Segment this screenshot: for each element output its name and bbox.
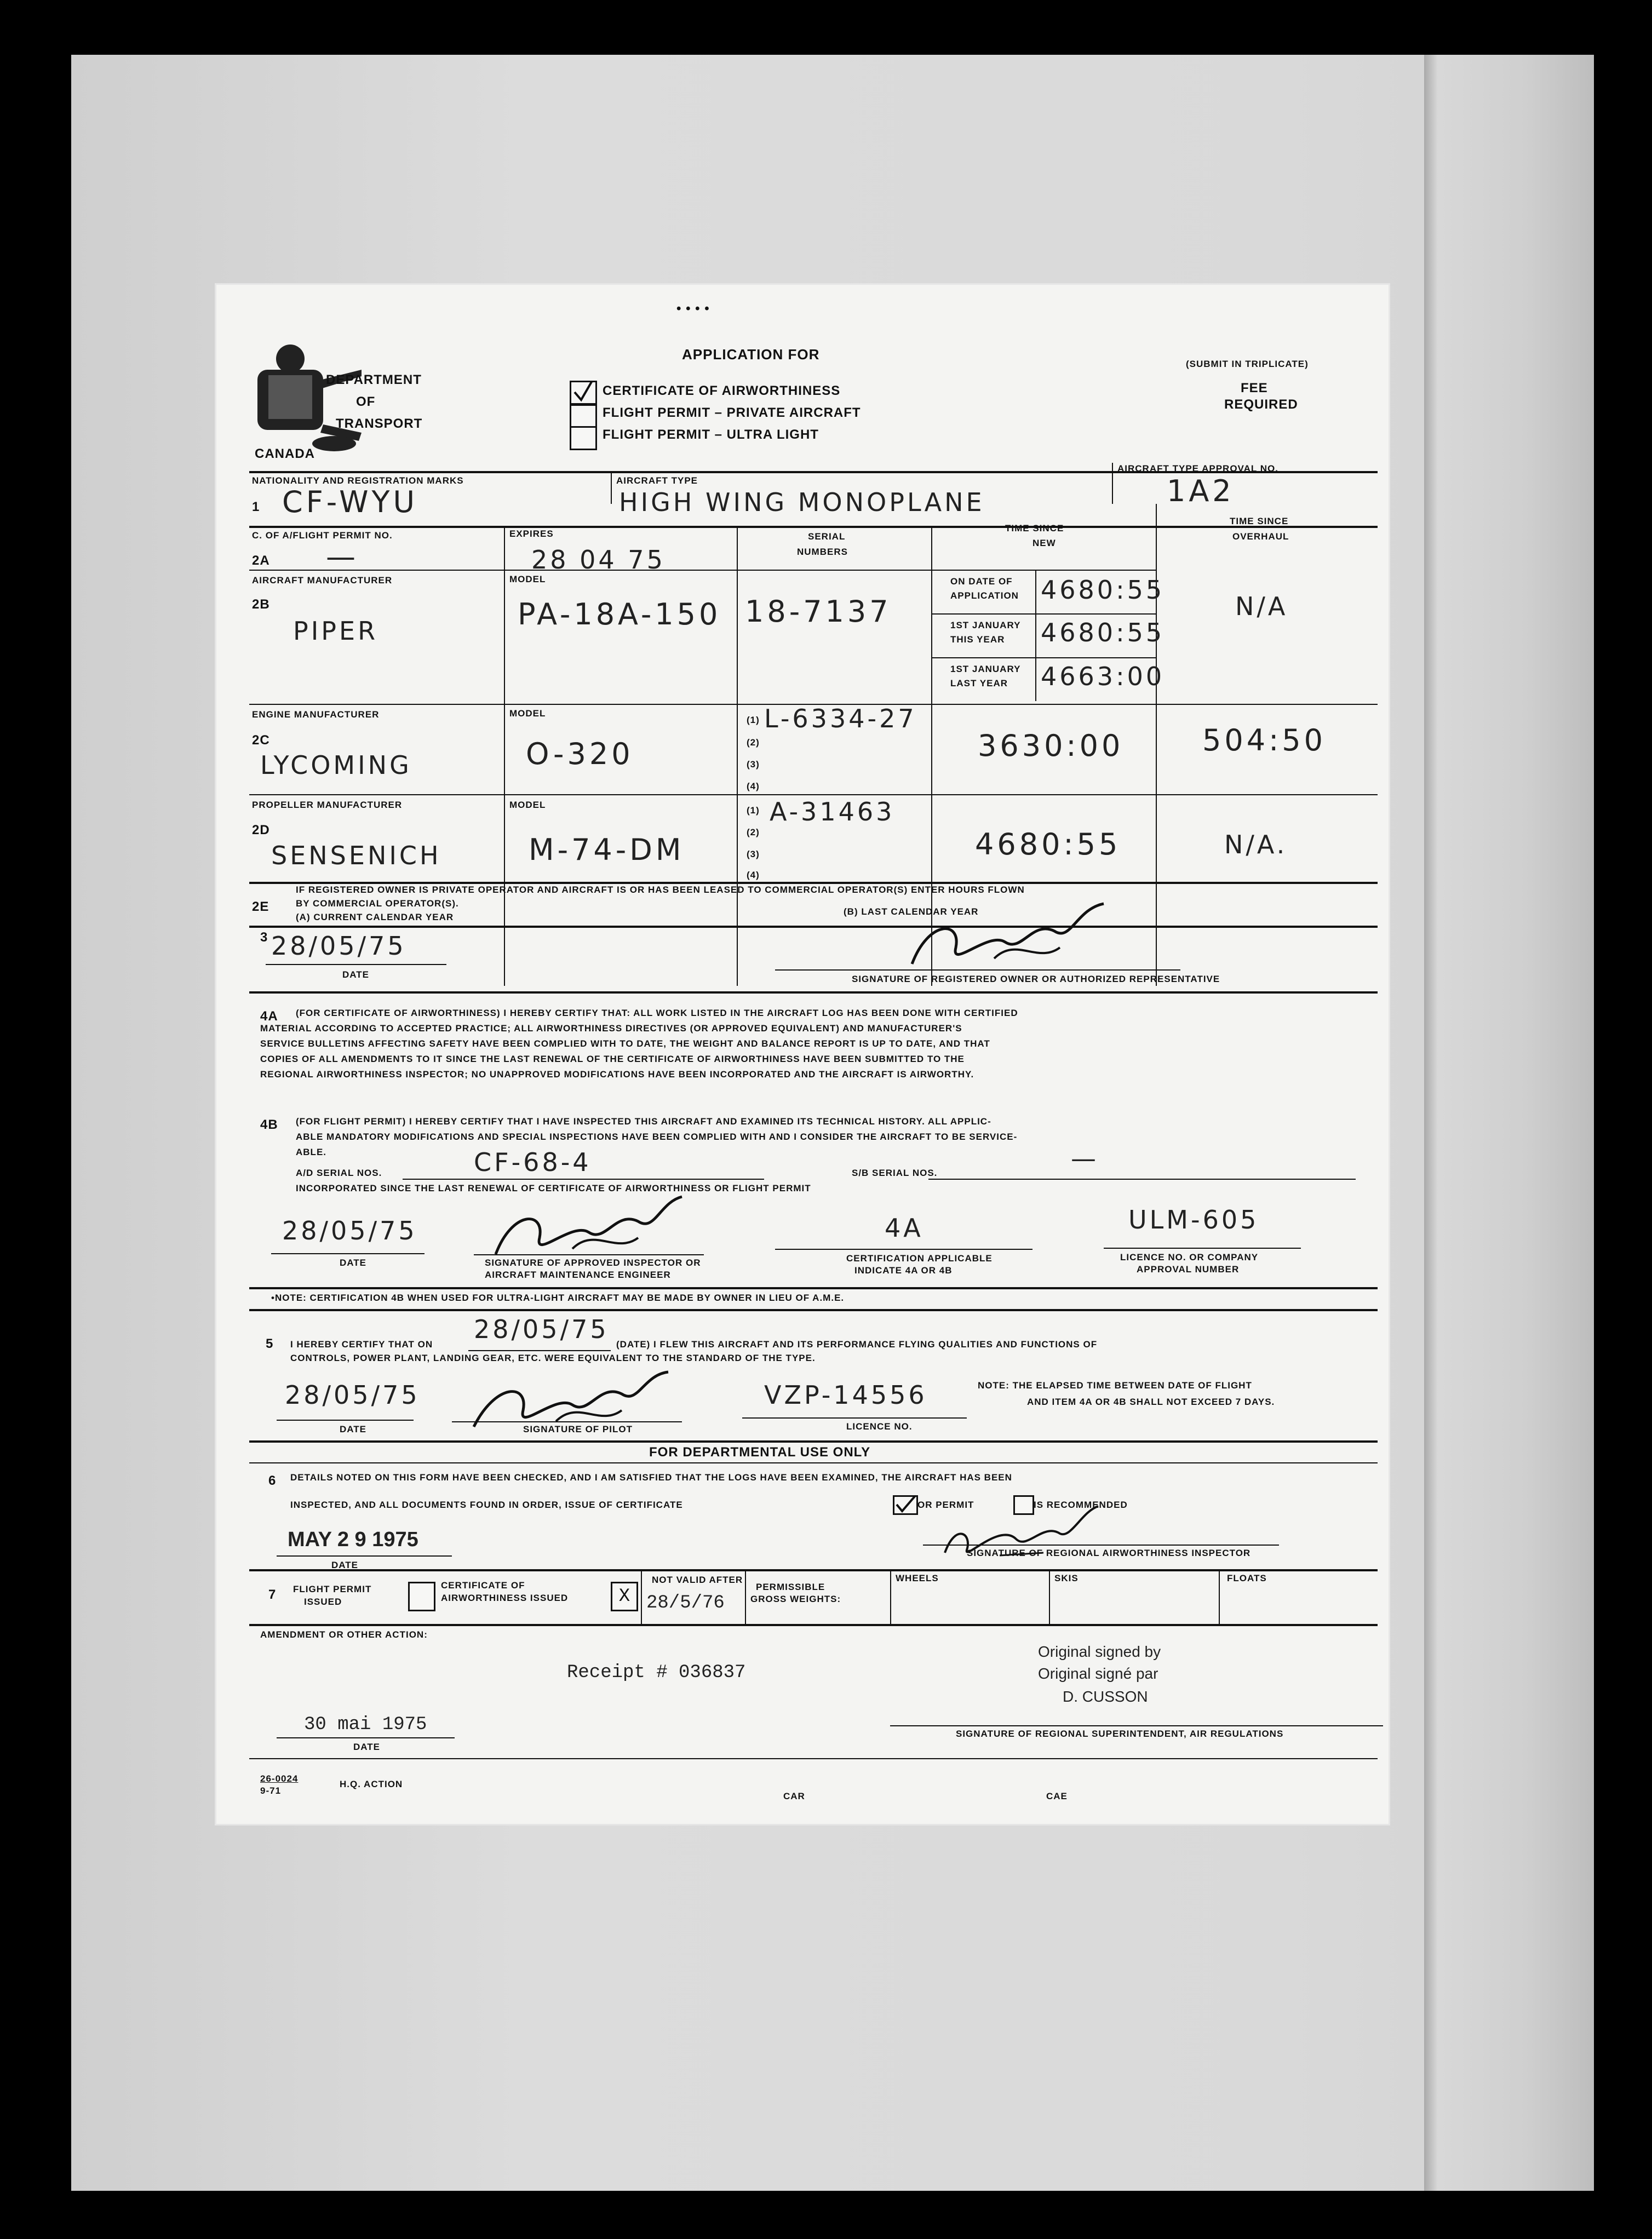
coat-of-arms-icon (252, 337, 367, 457)
type-value: HIGH WING MONOPLANE (619, 487, 985, 517)
row4a-num: 4A (260, 1009, 278, 1024)
fp-issued-label-2: ISSUED (304, 1597, 342, 1607)
top-marks: • • • • (676, 301, 710, 316)
row2a-num: 2A (252, 553, 270, 568)
application-form (216, 285, 1389, 1824)
cert-applicable-value: 4A (885, 1213, 923, 1243)
cert-4a-line-5: REGIONAL AIRWORTHINESS INSPECTOR; NO UNAPPROVED MODIFICATIONS HAVE BEEN INCORPORATED AND THE AIRCRAFT IS AIRWORTHY. (260, 1069, 974, 1080)
approval-value: 1A2 (1167, 474, 1235, 508)
coa-issued-label-1: CERTIFICATE OF (441, 1580, 525, 1591)
coa-permit-value: — (326, 539, 359, 574)
engine-tso-value: 504:50 (1202, 723, 1326, 757)
fee-line-1: FEE (1241, 381, 1268, 395)
coa-permit-label: C. OF A/FLIGHT PERMIT NO. (252, 530, 393, 541)
engine-serial-num-3: (3) (747, 759, 760, 770)
engine-serial-value: L-6334-27 (764, 704, 917, 733)
row6-num: 6 (268, 1473, 277, 1488)
flight-note-1: NOTE: THE ELAPSED TIME BETWEEN DATE OF FLIGHT (978, 1380, 1252, 1391)
engine-model-value: O-320 (526, 737, 634, 771)
form-title: APPLICATION FOR (682, 346, 820, 363)
dept-country: CANADA (255, 446, 315, 461)
cert-4b-line-1: (FOR FLIGHT PERMIT) I HEREBY CERTIFY THAT I HAVE INSPECTED THIS AIRCRAFT AND EXAMINED ITS TECHNICAL HISTORY. ALL APPLIC- (296, 1116, 991, 1127)
pilot-sig-label: SIGNATURE OF PILOT (523, 1424, 633, 1434)
regional-inspector-sig-label: SIGNATURE OF REGIONAL AIRWORTHINESS INSPECTOR (967, 1548, 1251, 1558)
coa-issued-label-2: AIRWORTHINESS ISSUED (441, 1593, 569, 1603)
jan-last-value: 4663:00 (1041, 662, 1165, 691)
option-private: FLIGHT PERMIT – PRIVATE AIRCRAFT (603, 405, 861, 420)
original-signed-2: Original signé par (1038, 1665, 1158, 1682)
sb-value: — (1071, 1144, 1099, 1173)
type-label: AIRCRAFT TYPE (616, 475, 698, 486)
prop-serial-num-4: (4) (747, 870, 760, 880)
row2e-text-1: IF REGISTERED OWNER IS PRIVATE OPERATOR AND AIRCRAFT IS OR HAS BEEN LEASED TO COMMERCIAL OPERATOR(S) ENTER HOURS FLOWN (296, 885, 1025, 895)
prop-serial-num-2: (2) (747, 827, 760, 837)
aircraft-serial-value: 18-7137 (745, 594, 892, 629)
row5-text-b: (DATE) I FLEW THIS AIRCRAFT AND ITS PERFORMANCE FLYING QUALITIES AND FUNCTIONS OF (616, 1339, 1098, 1350)
approval-date-label: DATE (331, 1560, 359, 1570)
row2e-num: 2E (252, 899, 269, 914)
row2d-num: 2D (252, 823, 270, 837)
cert-4a-line-3: SERVICE BULLETINS AFFECTING SAFETY HAVE BEEN COMPLIED WITH TO DATE, THE WEIGHT AND BALANCE REPORT IS UP TO DATE, AND THAT (260, 1038, 990, 1049)
car-label: CAR (783, 1791, 805, 1801)
skis-label: SKIS (1054, 1573, 1079, 1583)
aircraft-tso-value: N/A (1235, 592, 1288, 621)
floats-label: FLOATS (1227, 1573, 1267, 1583)
tso-label-1: TIME SINCE (1230, 516, 1289, 526)
prop-serial-num-1: (1) (747, 805, 760, 816)
aircraft-mfr-label: AIRCRAFT MANUFACTURER (252, 575, 393, 585)
check-icon (571, 382, 595, 403)
cae-label: CAE (1046, 1791, 1068, 1801)
pilot-licence-value: VZP-14556 (764, 1380, 927, 1410)
sb-label: S/B SERIAL NOS. (852, 1168, 938, 1178)
flight-date-value: 28/05/75 (474, 1314, 609, 1344)
inspector-sig-label-1: SIGNATURE OF APPROVED INSPECTOR OR (485, 1258, 701, 1268)
row6-line-1: DETAILS NOTED ON THIS FORM HAVE BEEN CHECKED, AND I AM SATISFIED THAT THE LOGS HAVE BEEN EXAMINED, THE AIRCRAFT HAS BEEN (290, 1472, 1012, 1483)
original-signed-1: Original signed by (1038, 1643, 1161, 1660)
on-date-label-2: APPLICATION (950, 590, 1019, 601)
pilot-date-label: DATE (340, 1424, 367, 1434)
inspector-date-label: DATE (340, 1258, 367, 1268)
superintendent-sig-label: SIGNATURE OF REGIONAL SUPERINTENDENT, AIR REGULATIONS (956, 1729, 1284, 1739)
checkbox-private[interactable] (570, 404, 597, 428)
option-coa: CERTIFICATE OF AIRWORTHINESS (603, 383, 841, 398)
prop-model-value: M-74-DM (529, 833, 685, 867)
not-valid-after-label: NOT VALID AFTER (652, 1575, 743, 1585)
dept-line-1: DEPARTMENT (326, 372, 422, 387)
engine-model-label: MODEL (509, 708, 546, 719)
expires-label: EXPIRES (509, 529, 554, 539)
form-number-2: 9-71 (260, 1786, 282, 1796)
not-valid-after-value: 28/5/76 (646, 1593, 725, 1614)
prop-mfr-value: SENSENICH (271, 841, 441, 870)
ad-value: CF-68-4 (474, 1147, 592, 1177)
row2b-num: 2B (252, 597, 270, 612)
engine-mfr-value: LYCOMING (260, 750, 412, 780)
checkbox-ultralight[interactable] (570, 426, 597, 450)
check-icon (894, 1497, 916, 1513)
nat-label: NATIONALITY AND REGISTRATION MARKS (252, 475, 464, 486)
submit-note: (SUBMIT IN TRIPLICATE) (1186, 359, 1309, 369)
row5-num: 5 (266, 1336, 274, 1351)
option-ultralight: FLIGHT PERMIT – ULTRA LIGHT (603, 427, 819, 442)
prop-tso-value: N/A. (1224, 830, 1288, 859)
cert-4a-line-4: COPIES OF ALL AMENDMENTS TO IT SINCE THE LAST RENEWAL OF THE CERTIFICATE OF AIRWORTHINESS HAVE BEEN SUBMITTED TO THE (260, 1054, 965, 1064)
licence-value: ULM-605 (1128, 1205, 1259, 1235)
licence-label-2: APPROVAL NUMBER (1137, 1264, 1240, 1274)
dept-line-2: OF (356, 394, 376, 409)
hq-action-label: H.Q. ACTION (340, 1779, 403, 1789)
original-signed-3: D. CUSSON (1063, 1688, 1148, 1705)
tsn-label-2: NEW (1032, 538, 1056, 548)
on-date-value: 4680:55 (1041, 575, 1165, 605)
registration-value: CF-WYU (282, 485, 418, 519)
engine-mfr-label: ENGINE MANUFACTURER (252, 709, 380, 720)
serial-label-1: SERIAL (808, 531, 846, 542)
inspector-sig-label-2: AIRCRAFT MAINTENANCE ENGINEER (485, 1270, 671, 1280)
pilot-date-value: 28/05/75 (285, 1380, 420, 1410)
row3-num: 3 (260, 930, 268, 945)
serial-label-2: NUMBERS (797, 547, 848, 557)
prop-mfr-label: PROPELLER MANUFACTURER (252, 800, 403, 810)
row5-text-a: I HEREBY CERTIFY THAT ON (290, 1339, 433, 1350)
prop-tsn-value: 4680:55 (975, 827, 1121, 862)
approval-date-stamp: MAY 2 9 1975 (288, 1528, 418, 1551)
on-date-label-1: ON DATE OF (950, 576, 1013, 587)
or-permit-label: OR PERMIT (917, 1500, 974, 1510)
checkbox-or-permit[interactable] (893, 1495, 918, 1515)
dept-use-heading: FOR DEPARTMENTAL USE ONLY (649, 1445, 871, 1460)
gross-weights-label-1: PERMISSIBLE (756, 1582, 825, 1592)
recommended-label: IS RECOMMENDED (1034, 1500, 1128, 1510)
amendment-date-value: 30 mai 1975 (304, 1714, 427, 1735)
jan-this-label-2: THIS YEAR (950, 634, 1005, 645)
cert-4a-line-2: MATERIAL ACCORDING TO ACCEPTED PRACTICE; ALL AIRWORTHINESS DIRECTIVES (OR APPROVED EQUIVALENT) AND MANUFACTURER'S (260, 1023, 962, 1034)
flight-note-2: AND ITEM 4A OR 4B SHALL NOT EXCEED 7 DAYS. (1027, 1397, 1275, 1407)
engine-serial-num-4: (4) (747, 781, 760, 791)
cert-4b-line-2: ABLE MANDATORY MODIFICATIONS AND SPECIAL INSPECTIONS HAVE BEEN COMPLIED WITH AND I CONSIDER THE AIRCRAFT TO BE SERVICE- (296, 1132, 1018, 1142)
receipt-number: Receipt # 036837 (567, 1662, 746, 1683)
licence-label-1: LICENCE NO. OR COMPANY (1120, 1252, 1259, 1262)
ad-label: A/D SERIAL NOS. (296, 1168, 382, 1178)
cert-applicable-label-2: INDICATE 4A OR 4B (854, 1265, 953, 1276)
form-number-1: 26-0024 (260, 1773, 299, 1784)
pilot-licence-label: LICENCE NO. (846, 1421, 913, 1432)
last-year-label: (B) LAST CALENDAR YEAR (844, 906, 979, 917)
wheels-label: WHEELS (896, 1573, 939, 1583)
incorporated-text: INCORPORATED SINCE THE LAST RENEWAL OF CERTIFICATE OF AIRWORTHINESS OR FLIGHT PERMIT (296, 1183, 811, 1193)
amendment-label: AMENDMENT OR OTHER ACTION: (260, 1629, 428, 1640)
cert-4b-line-3: ABLE. (296, 1147, 326, 1157)
aircraft-mfr-value: PIPER (293, 616, 378, 646)
checkbox-fp-issued[interactable] (408, 1582, 435, 1611)
prop-serial-value: A-31463 (770, 797, 895, 826)
prop-serial-num-3: (3) (747, 849, 760, 859)
engine-serial-num-1: (1) (747, 715, 760, 725)
aircraft-model-value: PA-18A-150 (518, 597, 721, 631)
ultralight-note: •NOTE: CERTIFICATION 4B WHEN USED FOR ULTRA-LIGHT AIRCRAFT MAY BE MADE BY OWNER IN LIEU OF A.M.E. (271, 1293, 845, 1303)
row7-num: 7 (268, 1587, 277, 1602)
approval-label: AIRCRAFT TYPE APPROVAL NO. (1117, 463, 1278, 474)
checkbox-coa-issued[interactable]: X (611, 1582, 638, 1611)
dept-line-3: TRANSPORT (336, 416, 423, 431)
aircraft-model-label: MODEL (509, 574, 546, 584)
prop-model-label: MODEL (509, 800, 546, 810)
row6-line-2: INSPECTED, AND ALL DOCUMENTS FOUND IN ORDER, ISSUE OF CERTIFICATE (290, 1500, 683, 1510)
owner-date-label: DATE (342, 969, 370, 980)
fee-line-2: REQUIRED (1224, 397, 1298, 412)
row2c-num: 2C (252, 733, 270, 748)
checkbox-coa[interactable] (570, 381, 597, 405)
binder-edge (1424, 55, 1594, 2191)
jan-this-value: 4680:55 (1041, 618, 1165, 647)
gross-weights-label-2: GROSS WEIGHTS: (750, 1594, 841, 1604)
row1-num: 1 (252, 500, 260, 514)
owner-date-value: 28/05/75 (271, 931, 406, 961)
row2e-text-2: BY COMMERCIAL OPERATOR(S). (296, 898, 459, 909)
jan-last-label-1: 1ST JANUARY (950, 664, 1021, 674)
jan-last-label-2: LAST YEAR (950, 678, 1008, 688)
row5-line-2: CONTROLS, POWER PLANT, LANDING GEAR, ETC. WERE EQUIVALENT TO THE STANDARD OF THE TYPE. (290, 1353, 816, 1363)
current-year-label: (A) CURRENT CALENDAR YEAR (296, 912, 454, 922)
engine-tsn-value: 3630:00 (978, 728, 1124, 763)
engine-serial-num-2: (2) (747, 737, 760, 748)
inspector-date-value: 28/05/75 (282, 1216, 417, 1245)
row4b-num: 4B (260, 1117, 278, 1132)
tso-label-2: OVERHAUL (1232, 531, 1289, 542)
cert-4a-line-1: (FOR CERTIFICATE OF AIRWORTHINESS) I HEREBY CERTIFY THAT: ALL WORK LISTED IN THE AIRCRAFT LOG HAS BEEN DONE WITH CERTIFIED (296, 1008, 1018, 1018)
owner-sig-label: SIGNATURE OF REGISTERED OWNER OR AUTHORIZED REPRESENTATIVE (852, 974, 1220, 984)
fp-issued-label-1: FLIGHT PERMIT (293, 1584, 372, 1594)
jan-this-label-1: 1ST JANUARY (950, 620, 1021, 630)
amendment-date-label: DATE (353, 1742, 381, 1752)
cert-applicable-label-1: CERTIFICATION APPLICABLE (846, 1253, 993, 1264)
owner-signature-icon (896, 898, 1126, 975)
expires-value: 28 04 75 (531, 545, 666, 575)
tsn-label-1: TIME SINCE (1005, 523, 1064, 533)
